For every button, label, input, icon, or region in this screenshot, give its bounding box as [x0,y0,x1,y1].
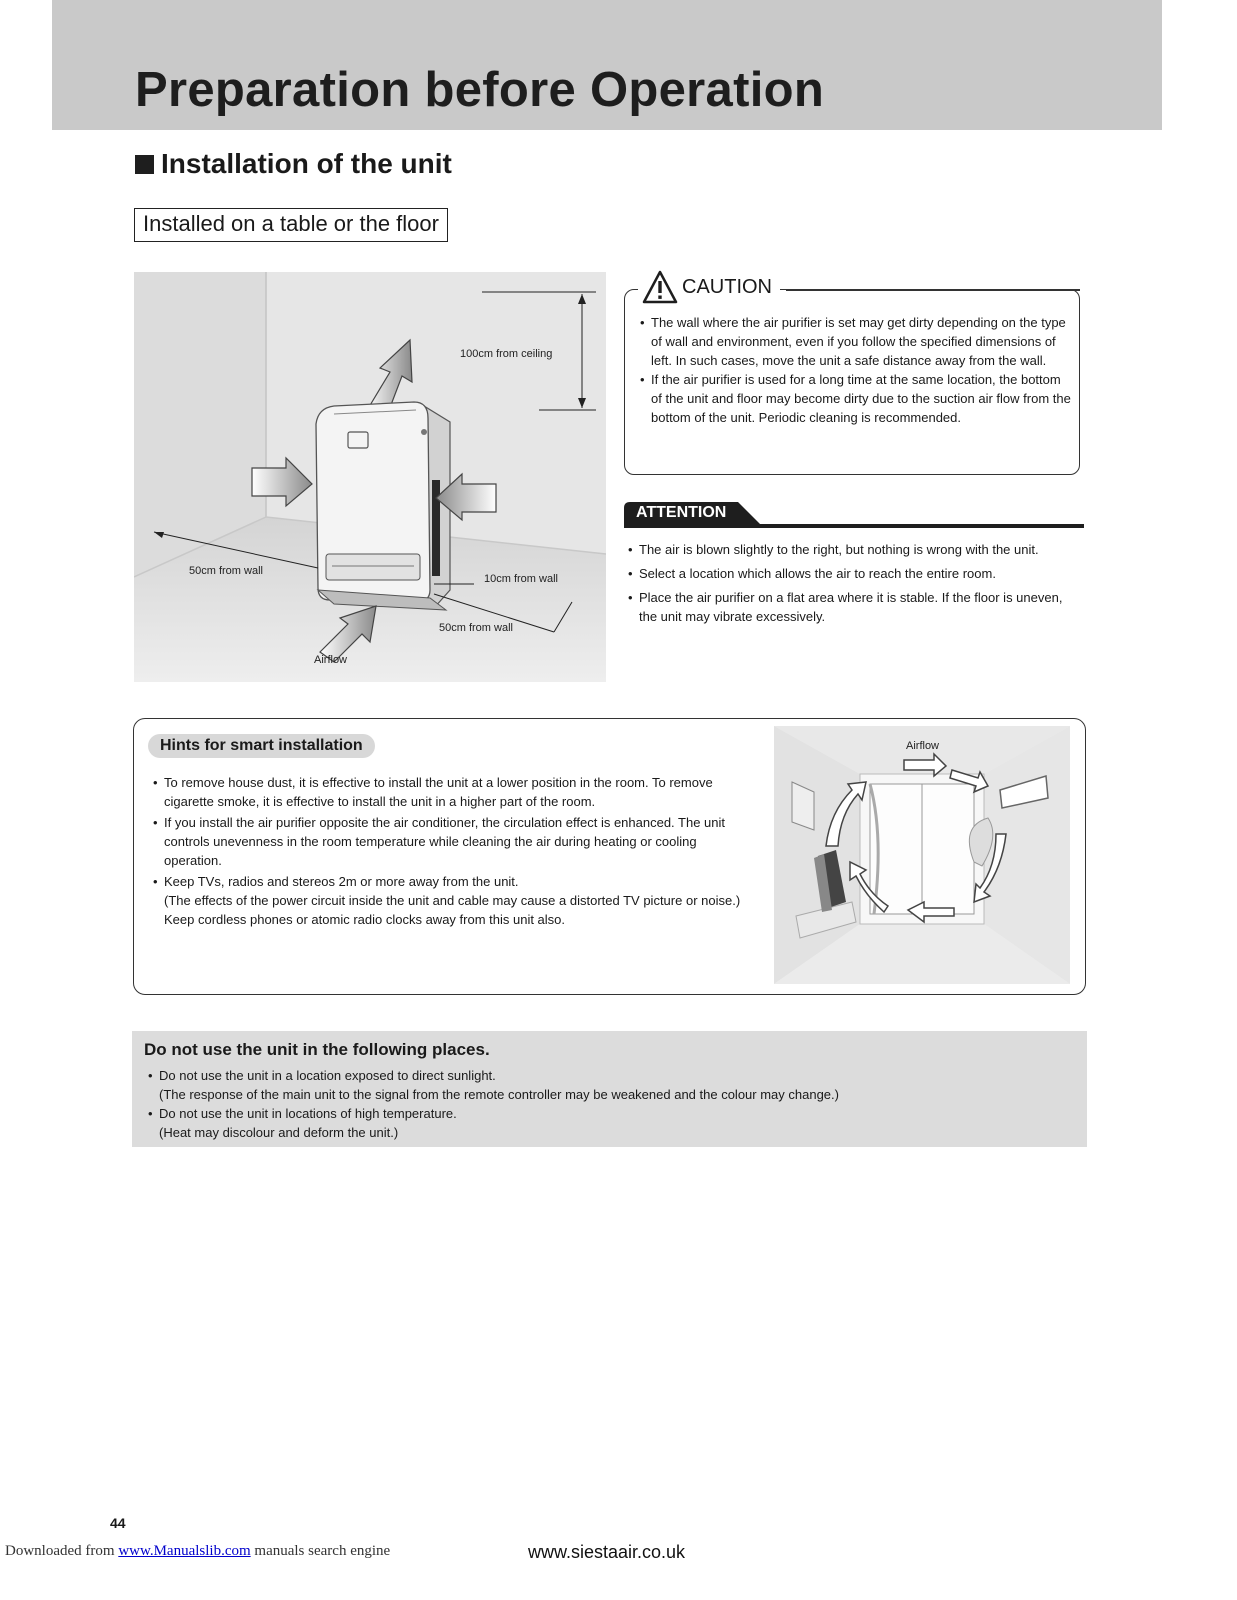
installation-diagram [134,272,606,682]
caution-title-line [786,289,1080,291]
footer-download-note: Downloaded from www.Manualslib.com manuals search engine [5,1543,391,1559]
attention-item: • The air is blown slightly to the right, but nothing is wrong with the unit. [628,540,1078,559]
page-title: Preparation before Operation [135,63,825,117]
ceiling-distance-label: 100cm from ceiling [460,348,553,360]
attention-item: • Select a location which allows the air to reach the entire room. [628,564,1078,583]
do-not-use-title: Do not use the unit in the following places. [144,1040,490,1059]
section-heading [135,148,452,180]
caution-item: • The wall where the air purifier is set may get dirty depending on the type of wall and environment, even if you follow the specified dimensions of left. In such cases, move the unit a safe distance away from the wall. [640,313,1072,370]
caution-title: CAUTION [682,275,772,298]
room-airflow-illustration [774,726,1070,984]
caution-heading [638,270,780,304]
attention-title: ATTENTION [636,504,727,521]
attention-list [628,540,1078,631]
hints-list [153,773,758,931]
caution-item: • If the air purifier is used for a long time at the same location, the bottom of the unit and floor may become dirty due to the suction air flow from the bottom of the unit. Periodic cleaning is recommended. [640,370,1072,427]
do-not-use-list [148,1066,1078,1142]
section-heading-text: Installation of the unit [161,148,452,179]
installation-subheading: Installed on a table or the floor [134,208,448,242]
right-wall-top-distance-label: 10cm from wall [484,573,558,585]
do-not-use-item: • Do not use the unit in locations of high temperature. (Heat may discolour and deform the unit.) [148,1104,1078,1142]
page-number: 44 [110,1515,126,1531]
square-bullet-icon [135,155,154,174]
caution-list [640,313,1072,427]
attention-rule [624,524,1084,528]
attention-item: • Place the air purifier on a flat area where it is stable. If the floor is uneven, the unit may vibrate excessively. [628,588,1078,626]
warning-triangle-icon [642,270,678,304]
hint-item: • If you install the air purifier opposite the air conditioner, the circulation effect is enhanced. The unit controls unevenness in the room temperature while cleaning the air during heating or cooling operation. [153,813,758,870]
hint-item: • Keep TVs, radios and stereos 2m or more away from the unit. (The effects of the power circuit inside the unit and cable may cause a distorted TV picture or noise.) Keep cordless phones or atomic radio clocks away from this unit also. [153,872,758,929]
hint-item: • To remove house dust, it is effective to install the unit at a lower position in the room. To remove cigarette smoke, it is effective to install the unit in a higher part of the room. [153,773,758,811]
room-airflow-label: Airflow [906,740,940,752]
manualslib-link[interactable]: www.Manualslib.com [118,1543,251,1559]
right-wall-bottom-distance-label: 50cm from wall [439,622,513,634]
left-wall-distance-label: 50cm from wall [189,565,263,577]
air-purifier-unit [316,402,450,610]
airflow-label: Airflow [314,654,348,666]
do-not-use-item: • Do not use the unit in a location exposed to direct sunlight. (The response of the main unit to the signal from the remote controller may be weakened and the colour may change.) [148,1066,1078,1104]
footer-site: www.siestaair.co.uk [528,1542,686,1562]
hints-title: Hints for smart installation [148,734,375,758]
